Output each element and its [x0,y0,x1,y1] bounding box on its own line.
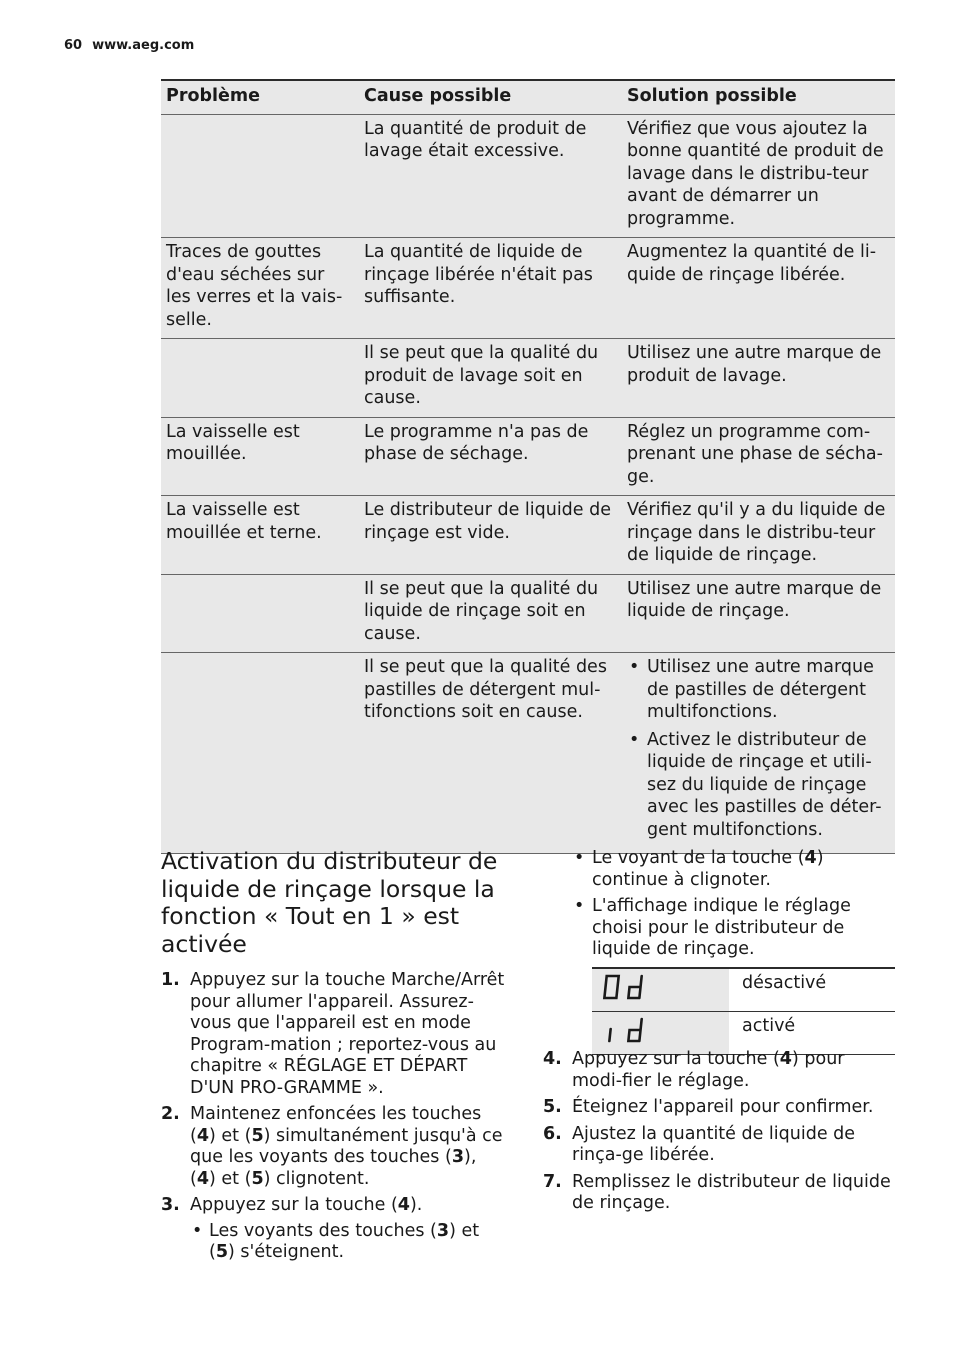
problem-cell: Traces de gouttes d'eau séchées sur les verres et la vais-selle. [161,238,359,339]
troubleshooting-table [161,79,895,854]
seven-segment-display-1d [598,1016,648,1044]
step-item [161,970,506,1099]
display-row [592,968,895,1012]
column-header-solution: Solution possible [622,80,895,114]
step-text: Appuyez sur la touche Marche/Arrêt pour allumer l'appareil. Assurez-vous que l'appareil est en mode Program-mation ; reportez-vous au chapitre « RÉGLAGE ET DÉPART D'UN PRO-GRAMME ». [190,970,505,1098]
sub-bullet: • Les voyants des touches (3) et (5) s'éteignent. [190,1221,506,1264]
step-text: Maintenez enfoncées les touches (4) et (5) simultanément jusqu'à ce que les voyants des touches (3), (4) et (5) clignotent. [190,1104,503,1189]
cause-cell: La quantité de produit de lavage était excessive. [359,114,622,238]
step-sub-list [190,1221,506,1264]
page-number: 60 [64,38,83,53]
table-row [161,417,895,496]
step-number: 4. [543,1049,562,1069]
solution-cell: Réglez un programme com-prenant une phase de sécha-ge. [622,417,895,496]
table-row [161,339,895,418]
step-item [161,1195,506,1264]
bullet-item: • L'affichage indique le réglage choisi pour le distributeur de liquide de rinçage. [572,896,895,961]
table-row [161,114,895,238]
step-number: 7. [543,1171,562,1192]
cause-cell: Le distributeur de liquide de rinçage est vide. [359,496,622,575]
display-label-cell: activé [729,1012,895,1055]
problem-cell [161,114,359,238]
step-text: Ajustez la quantité de liquide de rinça-ge libérée. [572,1123,856,1165]
step-number: 3. [161,1195,180,1215]
display-setting-table [592,967,895,1055]
seven-segment-display-0d [598,973,648,1001]
problem-cell: La vaisselle est mouillée. [161,417,359,496]
step-number: 1. [161,970,180,990]
problem-cell: La vaisselle est mouillée et terne. [161,496,359,575]
step-item [543,1049,895,1092]
step-item [543,1124,895,1167]
steps-list-left [161,970,506,1269]
step-number: 6. [543,1123,562,1144]
problem-cell [161,339,359,418]
table-header-row [161,80,895,114]
column-header-cause: Cause possible [359,80,622,114]
table-row [161,574,895,653]
cause-cell: La quantité de liquide de rinçage libérée n'était pas suffisante. [359,238,622,339]
cause-cell: Il se peut que la qualité du liquide de rinçage soit en cause. [359,574,622,653]
display-code-cell [592,968,729,1012]
solution-bullet: • Activez le distributeur de liquide de rinçage et utili-sez du liquide de rinçage avec les pastilles de déter-gent multifonctions. [627,729,889,842]
step-number: 5. [543,1097,562,1117]
step-text: Appuyez sur la touche (4) pour modi-fier le réglage. [572,1049,845,1091]
step-number: 2. [161,1104,180,1124]
solution-cell: Vérifiez que vous ajoutez la bonne quantité de produit de lavage dans le distribu-teur avant de démarrer un programme. [622,114,895,238]
solution-cell [622,653,895,854]
step-item [543,1097,895,1119]
step-item [543,1172,895,1215]
cause-cell: Il se peut que la qualité du produit de lavage soit en cause. [359,339,622,418]
solution-cell: Utilisez une autre marque de liquide de rinçage. [622,574,895,653]
cause-cell: Il se peut que la qualité des pastilles de détergent mul-tifonctions soit en cause. [359,653,622,854]
page-header [64,38,194,53]
column-header-problem: Problème [161,80,359,114]
solution-bullet-list [627,656,889,841]
table-row [161,496,895,575]
solution-cell: Utilisez une autre marque de produit de lavage. [622,339,895,418]
section-heading: Activation du distributeur de liquide de rinçage lorsque la fonction « Tout en 1 » est activée [161,847,498,958]
solution-cell: Vérifiez qu'il y a du liquide de rinçage dans le distribu-teur de liquide de rinçage. [622,496,895,575]
problem-cell [161,574,359,653]
step-item [161,1104,506,1190]
step-text: Appuyez sur la touche (4). [190,1195,423,1215]
display-label-cell: désactivé [729,968,895,1012]
solution-bullet: • Utilisez une autre marque de pastilles de détergent multifonctions. [627,656,889,724]
steps-list-right [543,1049,895,1220]
solution-cell: Augmentez la quantité de li-quide de rinçage libérée. [622,238,895,339]
website-url: www.aeg.com [92,38,195,53]
bullet-list-right [572,848,895,966]
table-row [161,238,895,339]
problem-cell [161,653,359,854]
cause-cell: Le programme n'a pas de phase de séchage. [359,417,622,496]
step-text: Remplissez le distributeur de liquide de rinçage. [572,1171,891,1213]
table-row [161,653,895,854]
bullet-item: • Le voyant de la touche (4) continue à clignoter. [572,848,895,891]
step-text: Éteignez l'appareil pour confirmer. [572,1097,874,1117]
